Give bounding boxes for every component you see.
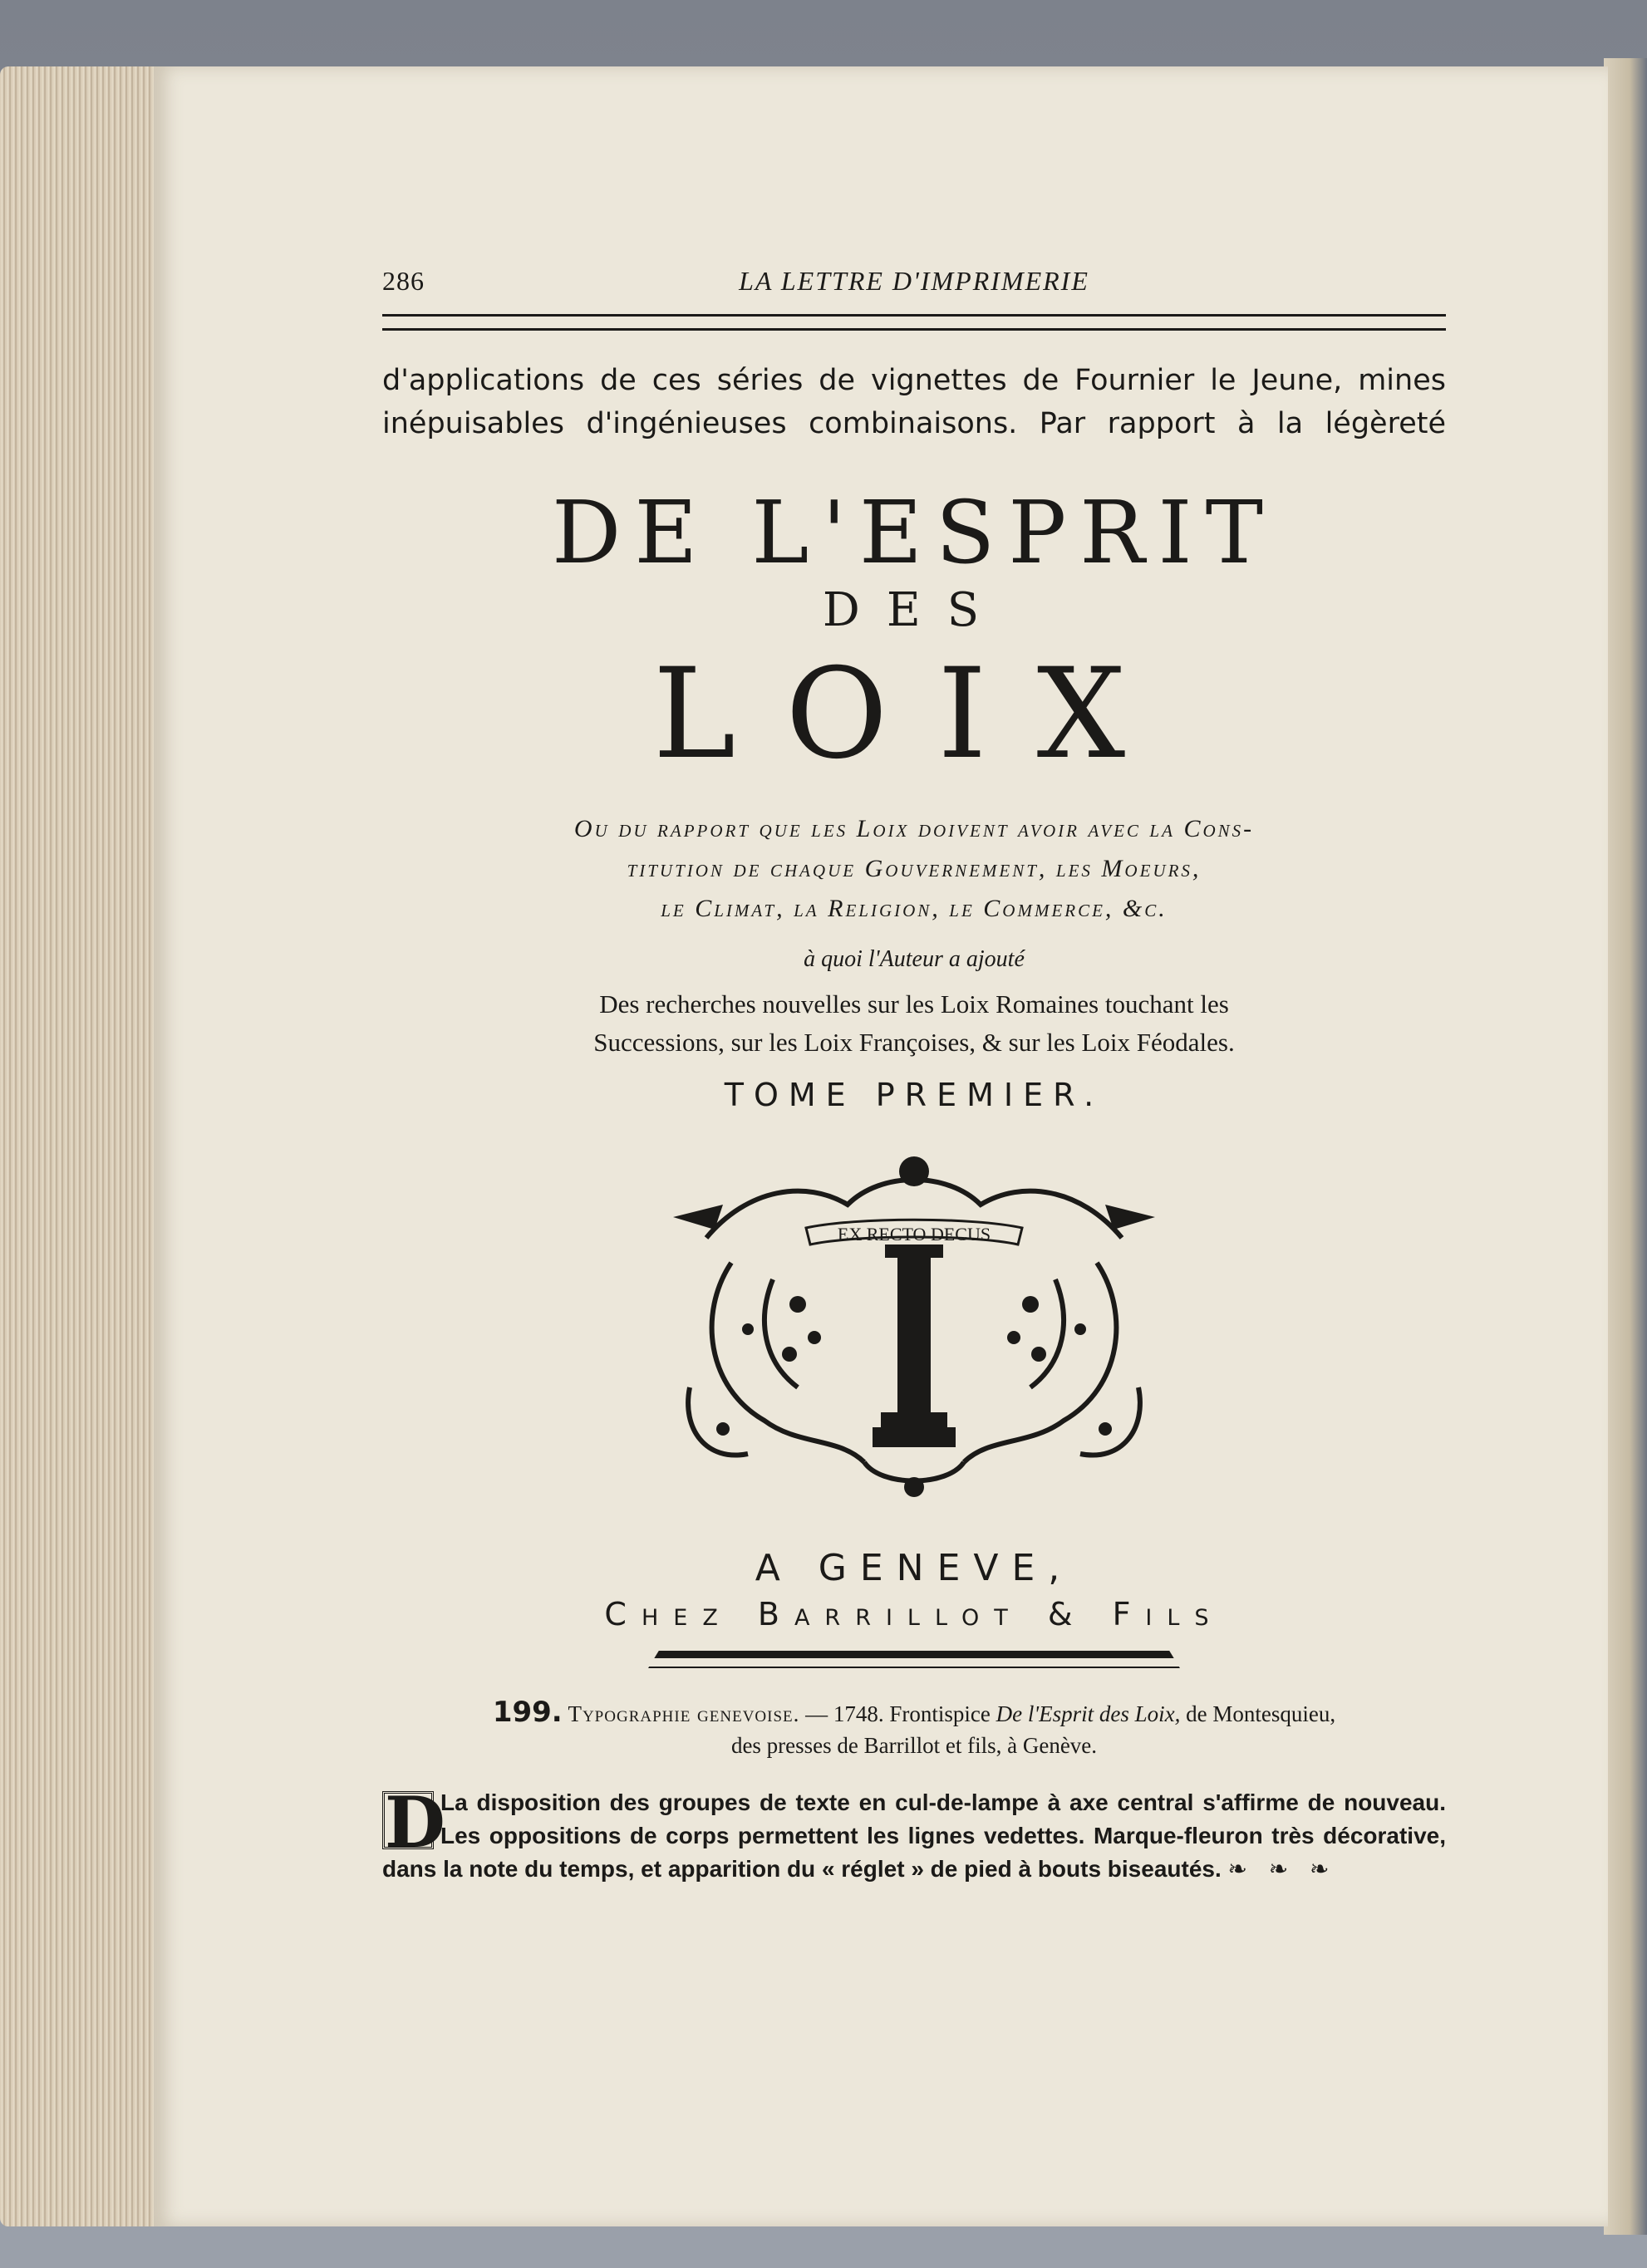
fleuron-motto: EX RECTO DECUS [837,1224,991,1244]
imprint-city: A GENEVE, [755,1547,1074,1589]
title-page-facsimile [382,482,1446,1668]
caption-line-1 [382,1696,1446,1730]
printer-mark-fleuron-icon [673,1138,1155,1512]
title-line-2: DES [822,583,1006,637]
added-line: à quoi l'Auteur a ajouté [804,946,1025,972]
caption-author: de Montesquieu, [1186,1701,1336,1726]
note-text: La disposition des groupes de texte en cul-de-lampe à axe central s'affirme de nouveau. Les oppositions de corps permettent les lignes vedettes. Marque-fleuron très décorative, dans la note du temps, et apparition du « réglet » de pied à bouts biseautés. [382,1789,1446,1882]
caption-work-title: De l'Esprit des Loix, [996,1701,1181,1726]
commentary-note [382,1781,1446,1886]
caption-line-2: des presses de Barrillot et fils, à Genève. [730,1733,1098,1758]
subtitle-line: le Climat, la Religion, le Commerce, &c. [661,895,1168,922]
tome-line: TOME PREMIER. [724,1077,1104,1113]
title-line-1: DE L'ESPRIT [552,482,1276,583]
drop-cap: D [382,1791,434,1849]
title-line-3: LOIX [652,642,1176,787]
page-content [382,266,1446,1886]
facing-page-edge [1604,58,1647,2235]
ornament-icons: ❧ ❧ ❧ [1227,1855,1336,1883]
header-double-rule [382,314,1446,331]
research-lines [382,985,1446,1062]
subtitle [382,809,1446,929]
imprint-printer: Chez Barrillot & Fils [604,1596,1224,1632]
subtitle-line: titution de chaque Gouvernement, les Moeurs, [627,855,1202,882]
page-edges [0,66,166,2226]
research-line: Successions, sur les Loix Françoises, & sur les Loix Féodales. [593,1028,1235,1057]
research-line: Des recherches nouvelles sur les Loix Romaines touchant les [599,989,1229,1019]
caption-label: Typographie genevoise. [568,1701,800,1726]
bevelled-foot-rule [648,1651,1180,1668]
figure-caption [382,1696,1446,1761]
page-number: 286 [382,266,425,296]
intro-paragraph: d'applications de ces séries de vignettes de Fournier le Jeune, mines inépuisables d'ingénieuses combinaisons. Par rapport à la légèreté [382,364,1446,440]
figure-number: 199. [492,1696,563,1729]
running-head-title: LA LETTRE D'IMPRIMERIE [739,266,1089,296]
caption-date: — 1748. Frontispice [805,1701,991,1726]
subtitle-line: Ou du rapport que les Loix doivent avoir avec la Cons- [573,815,1255,842]
running-head [382,266,1446,307]
